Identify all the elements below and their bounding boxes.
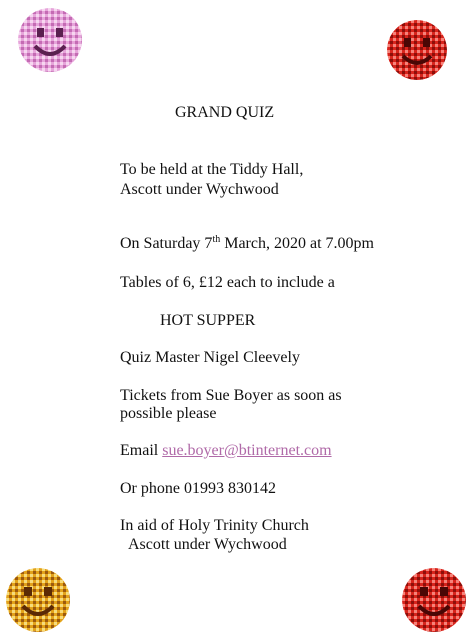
phone-line: Or phone 01993 830142 bbox=[120, 480, 276, 497]
red-smiley-face-icon bbox=[387, 20, 447, 80]
page-title: GRAND QUIZ bbox=[175, 104, 275, 121]
red-smiley-face-icon bbox=[402, 568, 466, 632]
tickets-line-2: possible please bbox=[120, 405, 217, 422]
tables-info: Tables of 6, £12 each to include a bbox=[120, 274, 335, 291]
pink-smiley-face-icon bbox=[18, 8, 82, 72]
quiz-master: Quiz Master Nigel Cleevely bbox=[120, 349, 300, 366]
date-prefix: On Saturday 7 bbox=[120, 235, 213, 252]
date-ordinal-suffix: th bbox=[212, 234, 221, 245]
aid-line-2: Ascott under Wychwood bbox=[128, 536, 287, 553]
aid-line-1: In aid of Holy Trinity Church bbox=[120, 517, 309, 534]
email-link[interactable]: sue.boyer@btinternet.com bbox=[162, 442, 332, 459]
gold-smiley-face-icon bbox=[6, 568, 70, 632]
hot-supper: HOT SUPPER bbox=[160, 312, 256, 329]
venue-line-1: To be held at the Tiddy Hall, bbox=[120, 161, 304, 178]
email-label: Email bbox=[120, 442, 163, 459]
event-date bbox=[120, 234, 374, 254]
email-line bbox=[120, 441, 332, 461]
venue-line-2: Ascott under Wychwood bbox=[120, 181, 279, 198]
tickets-line-1: Tickets from Sue Boyer as soon as bbox=[120, 387, 342, 404]
date-rest: March, 2020 at 7.00pm bbox=[220, 235, 374, 252]
